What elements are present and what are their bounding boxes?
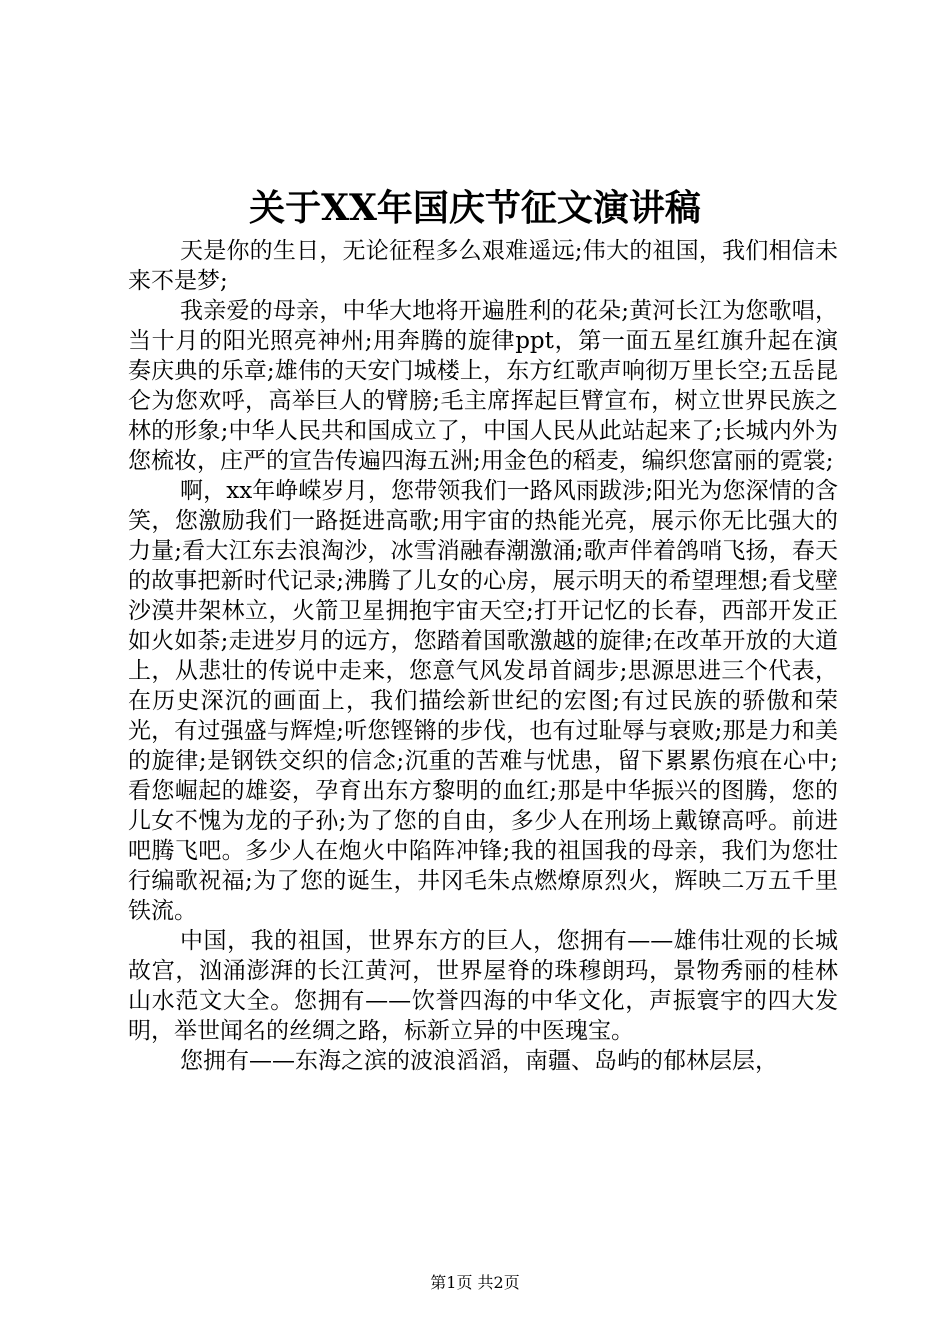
page-footer: 第1页 共2页 <box>430 1273 520 1292</box>
paragraph: 您拥有——东海之滨的波浪滔滔，南疆、岛屿的郁林层层， <box>180 1048 778 1074</box>
paragraph: 啊，xx年峥嵘岁月，您带领我们一路风雨跋涉;阳光为您深情的含笑，您激励我们一路挺进高歌;用宇宙的热能光亮，展示你无比强大的力量;看大江东去浪淘沙，冰雪消融春潮激涌;歌声伴着鸽哨飞扬，春天的故事把新时代记录;沸腾了儿女的心房，展示明天的希望理想;看戈壁沙漠井架林立，火箭卫星拥抱宇宙天空;打开记忆的长春，西部开发正如火如荼;走进岁月的远方，您踏着国歌激越的旋律;在改革开放的大道上，从悲壮的传说中走来，您意气风发昂首阔步;思源思进三个代表，在历史深沉的画面上，我们描绘新世纪的宏图;有过民族的骄傲和荣光，有过强盛与辉煌;听您铿锵的步伐，也有过耻辱与衰败;那是力和美的旋律;是钢铁交织的信念;沉重的苦难与忧患，留下累累伤痕在心中;看您崛起的雄姿，孕育出东方黎明的血红;那是中华振兴的图腾，您的儿女不愧为龙的子孙;为了您的自由，多少人在刑场上戴镣高呼。前进吧腾飞吧。多少人在炮火中陷阵冲锋;我的祖国我的母亲，我们为您壮行编歌祝福;为了您的诞生，井冈毛朱点燃燎原烈火，辉映二万五千里铁流。 <box>128 478 838 924</box>
paragraph: 我亲爱的母亲，中华大地将开遍胜利的花朵;黄河长江为您歌唱，当十月的阳光照亮神州;用奔腾的旋律ppt，第一面五星红旗升起在演奏庆典的乐章;雄伟的天安门城楼上，东方红歌声响彻万里长空;五岳昆仑为您欢呼，高举巨人的臂膀;毛主席挥起巨臂宣布，树立世界民族之林的形象;中华人民共和国成立了，中国人民从此站起来了;长城内外为您梳妆，庄严的宣告传遍四海五洲;用金色的稻麦，编织您富丽的霓裳; <box>128 298 838 474</box>
paragraph: 中国，我的祖国，世界东方的巨人，您拥有——雄伟壮观的长城故宫，汹涌澎湃的长江黄河，世界屋脊的珠穆朗玛，景物秀丽的桂林山水范文大全。您拥有——饮誉四海的中华文化，声振寰宇的四大发明，举世闻名的丝绸之路，标新立异的中医瑰宝。 <box>128 928 838 1044</box>
document-title: 关于XX年国庆节征文演讲稿 <box>249 187 701 229</box>
paragraph: 天是你的生日，无论征程多么艰难遥远;伟大的祖国，我们相信未来不是梦; <box>128 238 838 294</box>
document-body <box>128 236 838 1076</box>
